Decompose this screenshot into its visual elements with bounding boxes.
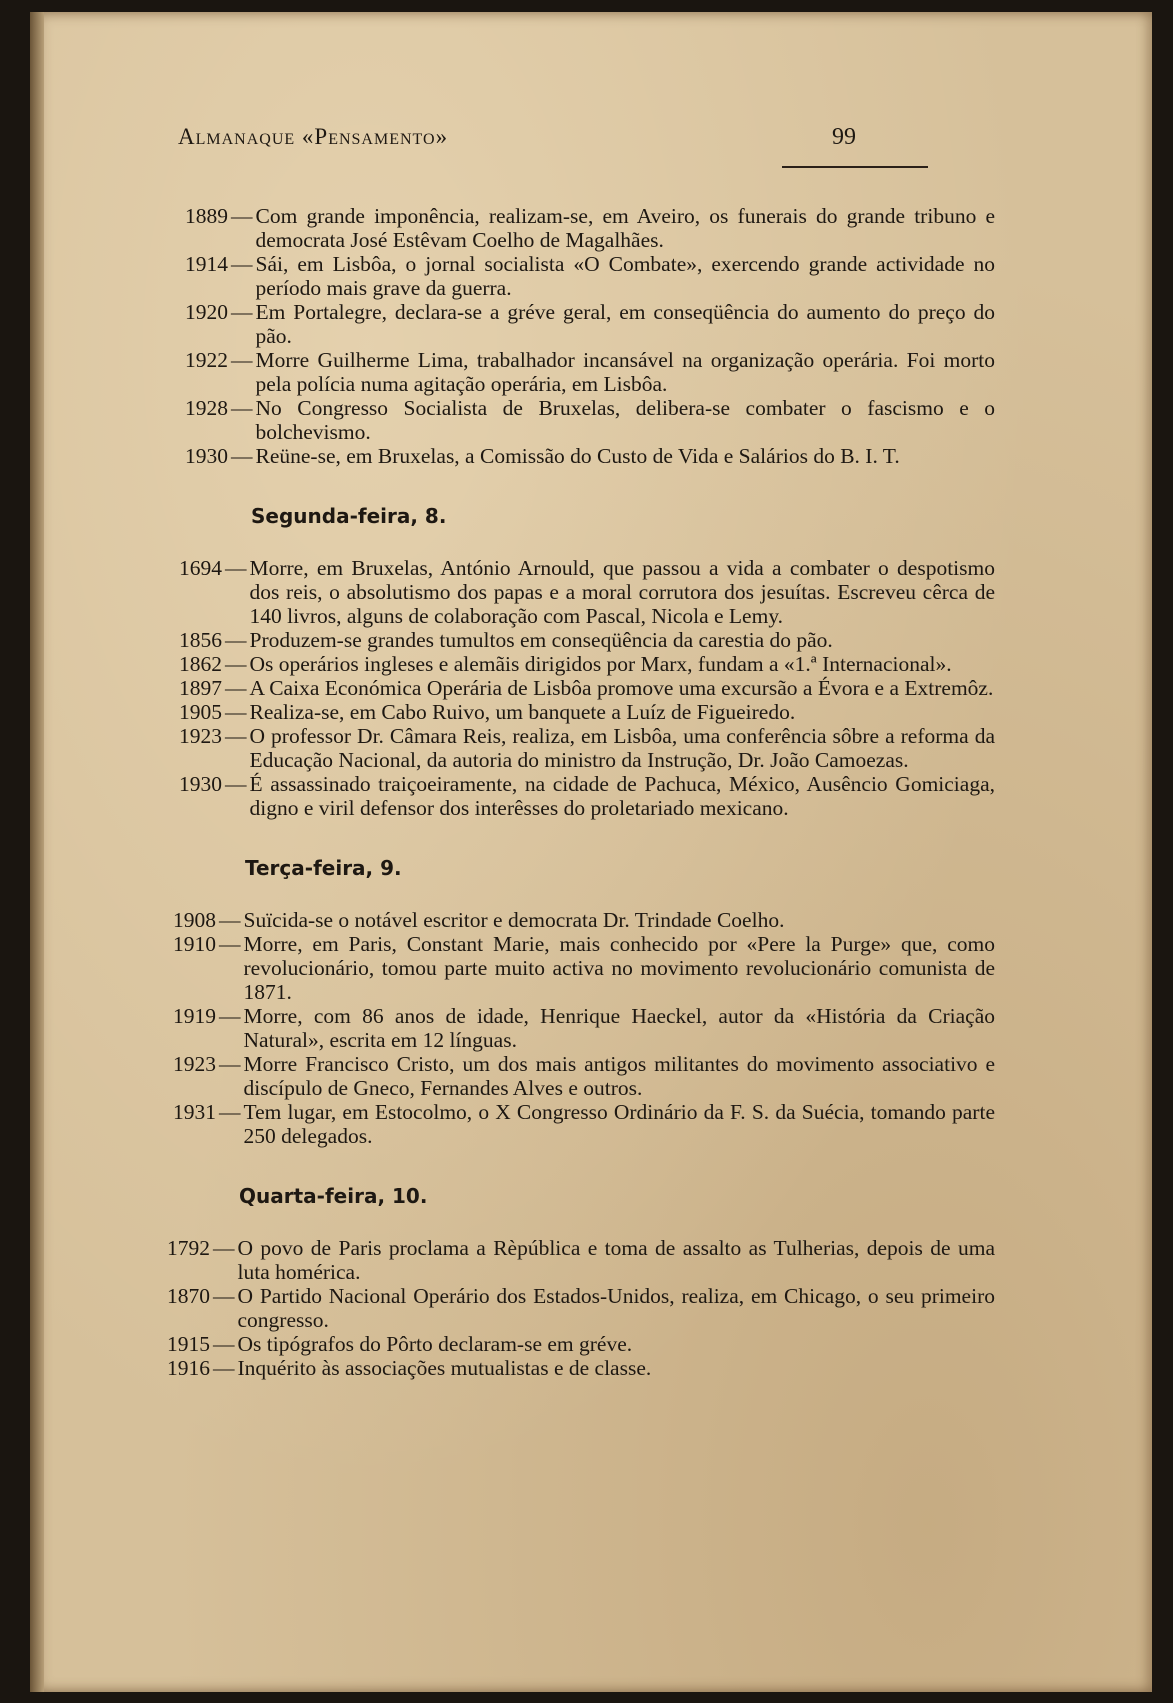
chronology-entry — [185, 396, 995, 444]
chronology-entry — [167, 1236, 995, 1284]
em-dash-separator: — — [231, 300, 253, 324]
entry-text: Morre Francisco Cristo, um dos mais antigos militantes do movimento associativo e discípulo de Gneco, Fernandes Alves e outros. — [243, 1052, 995, 1100]
em-dash-separator: — — [225, 628, 247, 652]
entry-text: Realiza-se, em Cabo Ruivo, um banquete a Luíz de Figueiredo. — [249, 700, 796, 724]
em-dash-separator: — — [213, 1284, 235, 1308]
chronology-entry — [167, 1332, 995, 1356]
page-content — [167, 204, 995, 1380]
entry-year: 1916 — [167, 1356, 210, 1380]
em-dash-separator: — — [231, 204, 253, 228]
em-dash-separator: — — [219, 908, 241, 932]
entry-text: Sái, em Lisbôa, o jornal socialista «O Combate», exercendo grande actividade no período mais grave da guerra. — [255, 252, 995, 300]
chronology-entry — [173, 1004, 995, 1052]
entry-text: A Caixa Económica Operária de Lisbôa promove uma excursão a Évora e a Extremôz. — [249, 676, 994, 700]
chronology-entry — [179, 700, 995, 724]
chronology-entry — [179, 628, 995, 652]
entry-year: 1928 — [185, 396, 228, 420]
entry-year: 1923 — [179, 724, 222, 748]
chronology-entry — [173, 1052, 995, 1100]
em-dash-separator: — — [219, 1052, 241, 1076]
chronology-entry — [185, 444, 995, 468]
em-dash-separator: — — [213, 1356, 235, 1380]
chronology-entry — [179, 652, 995, 676]
em-dash-separator: — — [225, 724, 247, 748]
entry-text: Em Portalegre, declara-se a gréve geral, em conseqüência do aumento do preço do pão. — [255, 300, 995, 348]
chronology-entry — [179, 556, 995, 628]
entry-text: Reüne-se, em Bruxelas, a Comissão do Custo de Vida e Salários do B. I. T. — [255, 444, 900, 468]
em-dash-separator: — — [231, 396, 253, 420]
em-dash-separator: — — [225, 556, 247, 580]
day-heading: Quarta-feira, 10. — [239, 1184, 428, 1208]
entry-text: Suïcida-se o notável escritor e democrata Dr. Trindade Coelho. — [243, 908, 785, 932]
em-dash-separator: — — [219, 932, 241, 956]
day-heading: Terça-feira, 9. — [245, 856, 402, 880]
em-dash-separator: — — [231, 252, 253, 276]
section-quarta-feira — [167, 1184, 995, 1380]
section-terca-feira — [173, 856, 995, 1148]
entry-text: Morre, em Paris, Constant Marie, mais conhecido por «Pere la Purge» que, como revolucionário, tomou parte muito activa no movimento revolucionário comunista de 1871. — [243, 932, 995, 1004]
entry-text: Produzem-se grandes tumultos em conseqüência da carestia do pão. — [249, 628, 833, 652]
em-dash-separator: — — [231, 348, 253, 372]
em-dash-separator: — — [225, 676, 247, 700]
entry-year: 1930 — [185, 444, 228, 468]
entry-year: 1856 — [179, 628, 222, 652]
entry-year: 1908 — [173, 908, 216, 932]
entry-year: 1931 — [173, 1100, 216, 1124]
chronology-entry — [173, 908, 995, 932]
entry-year: 1905 — [179, 700, 222, 724]
entry-year: 1862 — [179, 652, 222, 676]
entry-text: Com grande imponência, realizam-se, em Aveiro, os funerais do grande tribuno e democrata José Estêvam Coelho de Magalhães. — [255, 204, 995, 252]
chronology-entry — [179, 724, 995, 772]
entry-year: 1922 — [185, 348, 228, 372]
entry-text: Morre Guilherme Lima, trabalhador incansável na organização operária. Foi morto pela polícia numa agitação operária, em Lisbôa. — [255, 348, 995, 396]
book-spine-edge — [30, 12, 44, 1692]
entry-text: Tem lugar, em Estocolmo, o X Congresso Ordinário da F. S. da Suécia, tomando parte 250 delegados. — [243, 1100, 995, 1148]
entry-text: Os tipógrafos do Pôrto declaram-se em gréve. — [237, 1332, 633, 1356]
em-dash-separator: — — [219, 1004, 241, 1028]
entry-year: 1930 — [179, 772, 222, 796]
chronology-entry — [173, 932, 995, 1004]
section-segunda-feira — [179, 504, 995, 820]
em-dash-separator: — — [225, 700, 247, 724]
entry-text: O povo de Paris proclama a Rèpública e toma de assalto as Tulherias, depois de uma luta homérica. — [237, 1236, 995, 1284]
em-dash-separator: — — [213, 1236, 235, 1260]
chronology-entry — [185, 348, 995, 396]
chronology-entry — [179, 676, 995, 700]
chronology-entry — [185, 252, 995, 300]
entry-text: Morre, em Bruxelas, António Arnould, que passou a vida a combater o despotismo dos reis, o absolutismo dos papas e a moral corrutora dos jesuítas. Escreveu cêrca de 140 livros, alguns de colaboração com Pascal, Nicola e Lemy. — [249, 556, 995, 628]
entry-year: 1897 — [179, 676, 222, 700]
entry-year: 1910 — [173, 932, 216, 956]
entry-year: 1792 — [167, 1236, 210, 1260]
chronology-entry — [179, 772, 995, 820]
entry-text: O professor Dr. Câmara Reis, realiza, em Lisbôa, uma conferência sôbre a reforma da Educação Nacional, da autoria do ministro da Instrução, Dr. João Camoezas. — [249, 724, 995, 772]
entry-year: 1923 — [173, 1052, 216, 1076]
entry-year: 1915 — [167, 1332, 210, 1356]
chronology-entry — [173, 1100, 995, 1148]
document-page — [30, 12, 1152, 1692]
entry-year: 1920 — [185, 300, 228, 324]
entry-text: Morre, com 86 anos de idade, Henrique Haeckel, autor da «História da Criação Natural», escrita em 12 línguas. — [243, 1004, 995, 1052]
entry-text: No Congresso Socialista de Bruxelas, delibera-se combater o fascismo e o bolchevismo. — [255, 396, 995, 444]
entry-year: 1914 — [185, 252, 228, 276]
entry-year: 1694 — [179, 556, 222, 580]
em-dash-separator: — — [213, 1332, 235, 1356]
day-heading: Segunda-feira, 8. — [251, 504, 447, 528]
em-dash-separator: — — [231, 444, 253, 468]
entry-text: Inquérito às associações mutualistas e de classe. — [237, 1356, 652, 1380]
em-dash-separator: — — [219, 1100, 241, 1124]
running-title: Almanaque «Pensamento» — [178, 124, 449, 149]
chronology-entry — [185, 300, 995, 348]
header-rule — [782, 166, 928, 168]
chronology-entry — [185, 204, 995, 252]
entry-year: 1919 — [173, 1004, 216, 1028]
entry-text: O Partido Nacional Operário dos Estados-Unidos, realiza, em Chicago, o seu primeiro congresso. — [237, 1284, 995, 1332]
chronology-entry — [167, 1284, 995, 1332]
entry-year: 1889 — [185, 204, 228, 228]
section-continued — [185, 204, 995, 468]
em-dash-separator: — — [225, 772, 247, 796]
entry-text: Os operários ingleses e alemãis dirigidos por Marx, fundam a «1.ª Internacional». — [249, 652, 952, 676]
entry-year: 1870 — [167, 1284, 210, 1308]
em-dash-separator: — — [225, 652, 247, 676]
page-number: 99 — [832, 124, 856, 150]
entry-text: É assassinado traiçoeiramente, na cidade de Pachuca, México, Ausêncio Gomiciaga, digno e viril defensor dos interêsses do proletariado mexicano. — [249, 772, 995, 820]
chronology-entry — [167, 1356, 995, 1380]
